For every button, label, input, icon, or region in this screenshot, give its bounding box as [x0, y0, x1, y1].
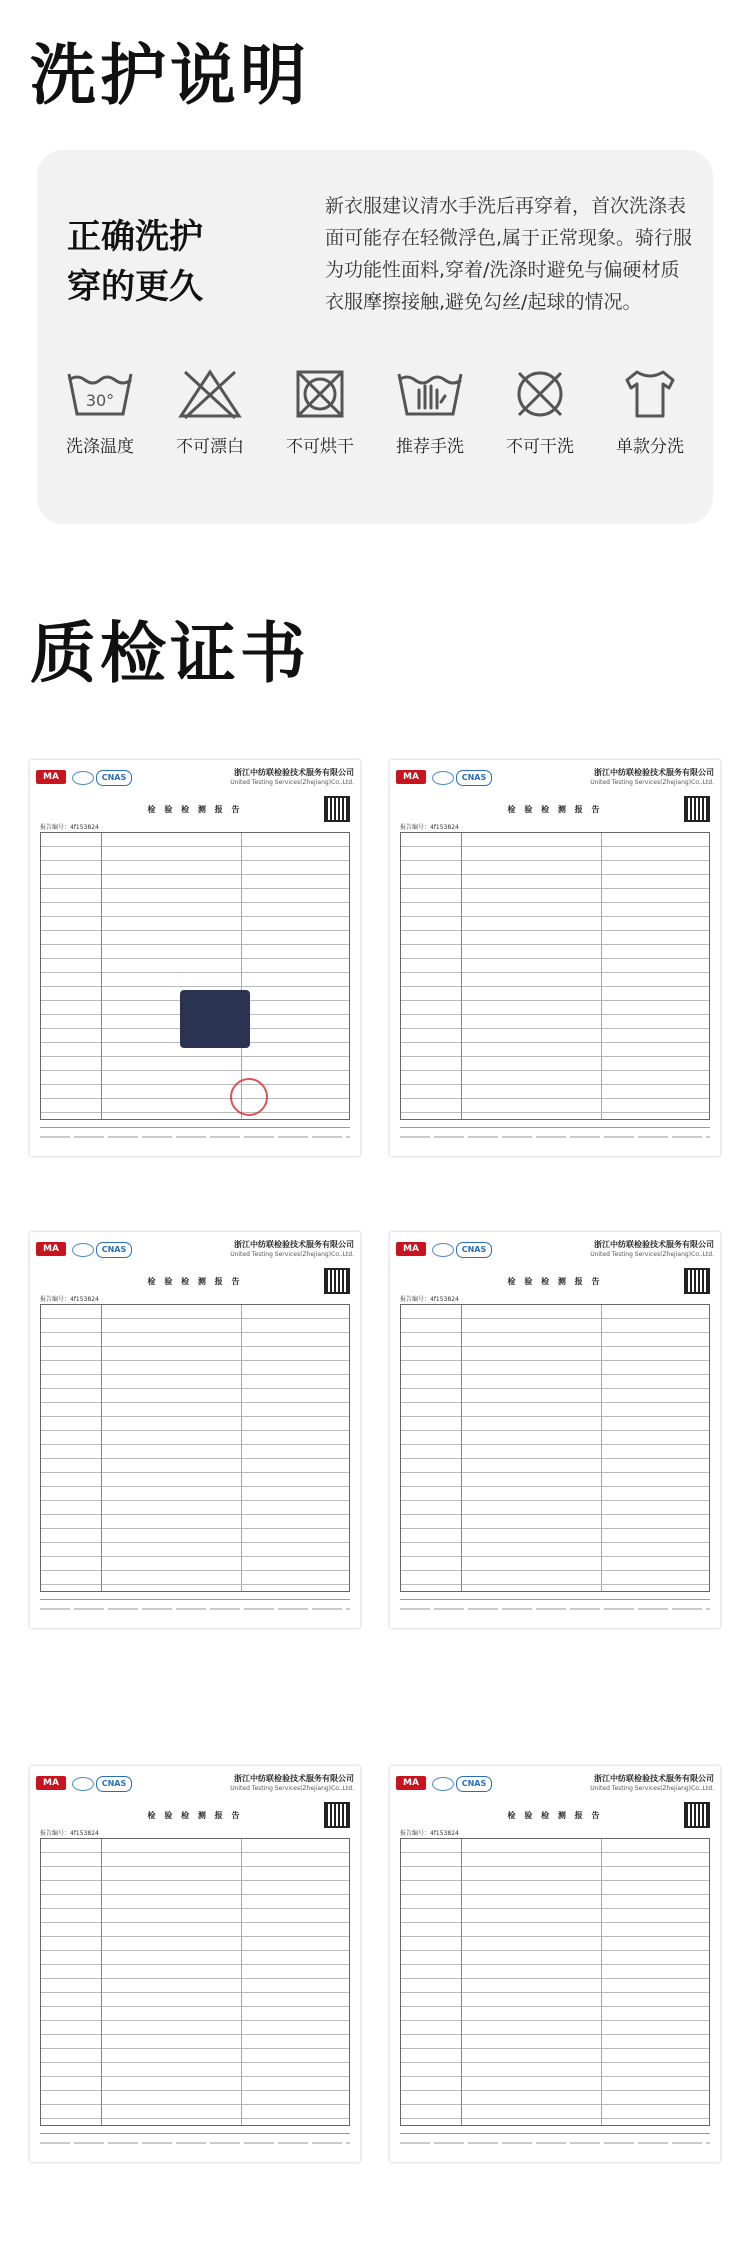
certificate-page-1 [30, 760, 360, 1156]
report-number: 报告编号：4f153824 [400, 824, 459, 831]
ilac-logo [72, 1777, 94, 1791]
company-en: United Testing Services(Zhejiang)Co.,Ltd. [230, 1251, 354, 1258]
report-table [400, 832, 710, 1120]
qr-code-icon [684, 796, 710, 822]
cert-company [230, 768, 354, 788]
cert-company [590, 1240, 714, 1260]
care-heading-line2: 穿的更久 [67, 267, 203, 307]
qc-section-title: 质检证书 [30, 615, 310, 692]
care-icon-label: 不可漂白 [176, 437, 244, 457]
report-table [40, 1304, 350, 1592]
report-number: 报告编号：4f153824 [40, 1830, 99, 1837]
company-cn: 浙江中纺联检验技术服务有限公司 [234, 1774, 354, 1783]
care-icon-label: 单款分洗 [616, 437, 684, 457]
no-tumble-dry-icon [285, 368, 355, 420]
care-icon-item [155, 368, 265, 457]
report-number: 报告编号：4f153824 [400, 1296, 459, 1303]
official-stamp-icon [230, 1078, 268, 1116]
no-bleach-icon [175, 368, 245, 420]
qr-code-icon [324, 1802, 350, 1828]
cert-footer [400, 1599, 710, 1618]
cnas-logo: CNAS [456, 770, 492, 786]
cert-header [396, 1774, 714, 1796]
care-icon-item [375, 368, 485, 457]
care-icon-item [45, 368, 155, 457]
care-icon-label: 不可烘干 [286, 437, 354, 457]
care-icon-label: 推荐手洗 [396, 437, 464, 457]
wash-30-icon [65, 368, 135, 420]
dry-flat-icon [615, 368, 685, 420]
sample-photo [180, 990, 250, 1048]
report-title: 检 验 检 测 报 告 [147, 1811, 243, 1820]
wash-temp-value: 30° [85, 391, 115, 410]
certificate-page-5 [30, 1766, 360, 2162]
cert-header [396, 1240, 714, 1262]
care-icon-item [595, 368, 705, 457]
cnas-logo: CNAS [96, 770, 132, 786]
certificate-page-2 [390, 760, 720, 1156]
cnas-logo: CNAS [456, 1242, 492, 1258]
report-table [400, 1838, 710, 2126]
ma-logo: MA [396, 1776, 426, 1790]
cnas-logo: CNAS [96, 1242, 132, 1258]
qr-code-icon [684, 1268, 710, 1294]
report-number: 报告编号：4f153824 [40, 824, 99, 831]
cert-footer [40, 1599, 350, 1618]
company-cn: 浙江中纺联检验技术服务有限公司 [594, 1240, 714, 1249]
ma-logo: MA [36, 770, 66, 784]
certificate-page-4 [390, 1232, 720, 1628]
cert-header [36, 1240, 354, 1262]
cert-footer [40, 1127, 350, 1146]
company-en: United Testing Services(Zhejiang)Co.,Ltd. [590, 1785, 714, 1792]
report-number: 报告编号：4f153824 [40, 1296, 99, 1303]
care-card [37, 150, 713, 524]
cert-header [36, 768, 354, 790]
cert-company [230, 1240, 354, 1260]
ma-logo: MA [36, 1242, 66, 1256]
ma-logo: MA [396, 1242, 426, 1256]
company-cn: 浙江中纺联检验技术服务有限公司 [594, 1774, 714, 1783]
care-heading [67, 212, 203, 312]
cert-company [590, 1774, 714, 1794]
care-icon-item [265, 368, 375, 457]
ilac-logo [72, 771, 94, 785]
certificate-page-6 [390, 1766, 720, 2162]
cert-header [396, 768, 714, 790]
company-cn: 浙江中纺联检验技术服务有限公司 [234, 1240, 354, 1249]
cert-company [230, 1774, 354, 1794]
report-table [40, 1838, 350, 2126]
care-section-title: 洗护说明 [30, 37, 310, 114]
certificate-page-3 [30, 1232, 360, 1628]
report-table [40, 832, 350, 1120]
care-icons-row [37, 368, 713, 498]
company-cn: 浙江中纺联检验技术服务有限公司 [594, 768, 714, 777]
cert-footer [40, 2133, 350, 2152]
cnas-logo: CNAS [96, 1776, 132, 1792]
ilac-logo [72, 1243, 94, 1257]
ilac-logo [432, 771, 454, 785]
ilac-logo [432, 1243, 454, 1257]
cnas-logo: CNAS [456, 1776, 492, 1792]
company-en: United Testing Services(Zhejiang)Co.,Ltd. [230, 1785, 354, 1792]
report-title: 检 验 检 测 报 告 [147, 805, 243, 814]
qr-code-icon [684, 1802, 710, 1828]
report-number: 报告编号：4f153824 [400, 1830, 459, 1837]
report-title: 检 验 检 测 报 告 [507, 805, 603, 814]
qr-code-icon [324, 796, 350, 822]
report-table [400, 1304, 710, 1592]
company-en: United Testing Services(Zhejiang)Co.,Ltd. [590, 779, 714, 786]
qr-code-icon [324, 1268, 350, 1294]
care-heading-line1: 正确洗护 [67, 217, 203, 257]
ma-logo: MA [36, 1776, 66, 1790]
cert-footer [400, 1127, 710, 1146]
hand-wash-icon [395, 368, 465, 420]
care-icon-item [485, 368, 595, 457]
care-description: 新衣服建议清水手洗后再穿着，首次洗涤表面可能存在轻微浮色,属于正常现象。骑行服为功能性面料,穿着/洗涤时避免与偏硬材质衣服摩擦接触,避免勾丝/起球的情况。 [325, 195, 693, 313]
company-en: United Testing Services(Zhejiang)Co.,Ltd. [590, 1251, 714, 1258]
no-dry-clean-icon [505, 368, 575, 420]
report-title: 检 验 检 测 报 告 [507, 1277, 603, 1286]
cert-company [590, 768, 714, 788]
ma-logo: MA [396, 770, 426, 784]
report-title: 检 验 检 测 报 告 [147, 1277, 243, 1286]
report-title: 检 验 检 测 报 告 [507, 1811, 603, 1820]
company-cn: 浙江中纺联检验技术服务有限公司 [234, 768, 354, 777]
cert-footer [400, 2133, 710, 2152]
care-icon-label: 洗涤温度 [66, 437, 134, 457]
care-icon-label: 不可干洗 [506, 437, 574, 457]
cert-header [36, 1774, 354, 1796]
ilac-logo [432, 1777, 454, 1791]
company-en: United Testing Services(Zhejiang)Co.,Ltd. [230, 779, 354, 786]
